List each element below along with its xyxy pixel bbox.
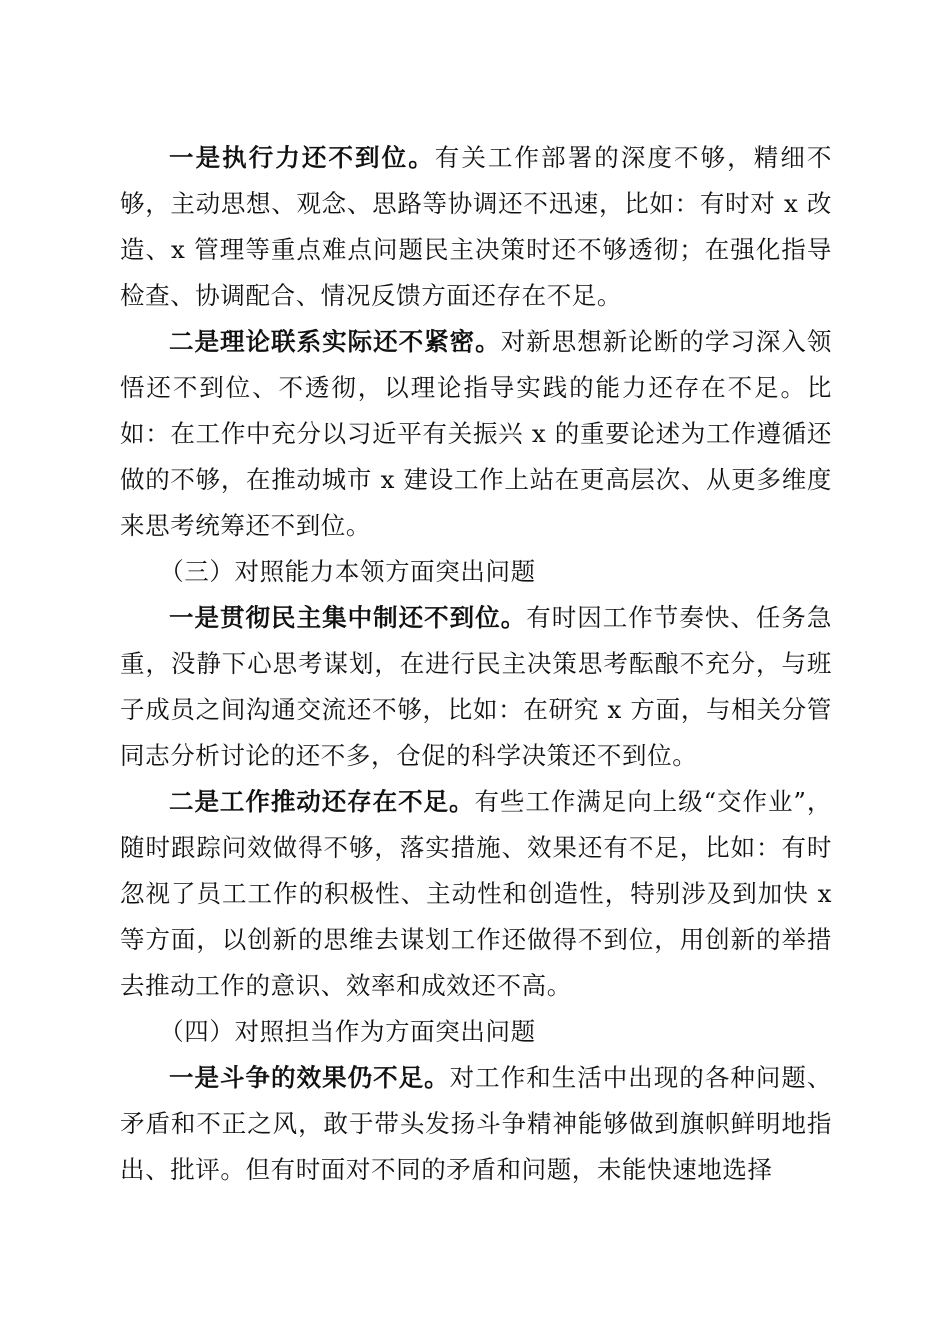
- paragraph-text: 有关工作部署的深度不够，精细不够，主动思想、观念、思路等协调还不迅速，比如：有时对 x 改造、x 管理等重点难点问题民主决策时还不够透彻；在强化指导检查、协调配合、情况反馈方面还存在不足。: [120, 143, 833, 310]
- paragraph-text: 对新思想新论断的学习深入领悟还不到位、不透彻，以理论指导实践的能力还存在不足。比如：在工作中充分以习近平有关振兴 x 的重要论述为工作遵循还做的不够，在推动城市 x 建设工作上站在更高层次、从更多维度来思考统筹还不到位。: [120, 327, 832, 540]
- paragraph-democratic-centralism: [120, 595, 832, 779]
- paragraph-struggle-effect: [120, 1055, 832, 1193]
- paragraph-work-promotion: [120, 779, 832, 1009]
- document-body: [120, 135, 832, 1193]
- paragraph-lead: 一是贯彻民主集中制还不到位。: [169, 603, 527, 632]
- paragraph-lead: 二是工作推动还存在不足。: [169, 787, 475, 816]
- paragraph-theory-practice: [120, 319, 832, 549]
- paragraph-execution: [120, 135, 832, 319]
- paragraph-lead: 一是执行力还不到位。: [169, 143, 435, 172]
- paragraph-text: 有时因工作节奏快、任务急重，没静下心思考谋划，在进行民主决策思考酝酿不充分，与班子成员之间沟通交流还不够，比如：在研究 x 方面，与相关分管同志分析讨论的还不多，仓促的科学决策还不到位。: [120, 603, 832, 770]
- paragraph-lead: 一是斗争的效果仍不足。: [169, 1063, 450, 1092]
- paragraph-lead: 二是理论联系实际还不紧密。: [169, 327, 501, 356]
- paragraph-text: 有些工作满足向上级“交作业”，随时跟踪问效做得不够，落实措施、效果还有不足，比如：有时忽视了员工工作的积极性、主动性和创造性，特别涉及到加快 x 等方面，以创新的思维去谋划工作还做得不到位，用创新的举措去推动工作的意识、效率和成效还不高。: [120, 787, 832, 1000]
- paragraph-text: 对工作和生活中出现的各种问题、矛盾和不正之风，敢于带头发扬斗争精神能够做到旗帜鲜明地指出、批评。但有时面对不同的矛盾和问题，未能快速地选择: [120, 1063, 832, 1184]
- section-heading-4: （四）对照担当作为方面突出问题: [159, 1017, 536, 1046]
- section-heading-3: （三）对照能力本领方面突出问题: [159, 557, 536, 586]
